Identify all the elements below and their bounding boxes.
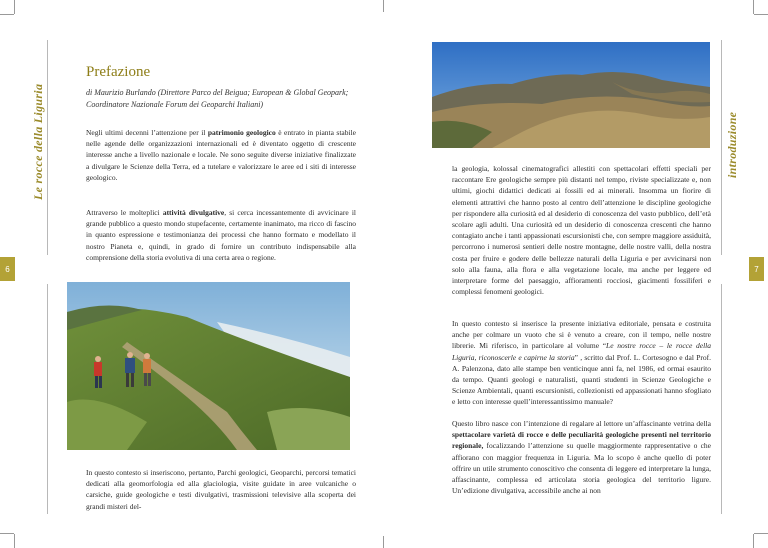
page-title: Prefazione [86,64,151,80]
page-number-left: 6 [0,257,15,281]
paragraph-4: la geologia, kolossal cinematografici allestiti con spettacolari effetti speciali per raccontare Ere geologiche sempre più distanti nel tempo, riviste specializzate e, non ultimi, giochi didattici dedicati ai fossili ed ai minerali. Insomma un fiorire di elementi attrattivi che hanno posto al centro dell’attenzione le discipline geologiche per rispondere alla curiosità ed al desiderio di conoscenza del vasto pubblico, dell’età scolare agli adulti. Una curiosità ed un desiderio di conoscenza crescenti che hanno contagiato anche i tanti appassionati escursionisti che, con sempre maggiore assiduità, percorrono i numerosi sentieri delle nostre montagne, delle nostre valli, della nostra costa per fruire e godere delle bellezze naturali della Liguria e per avvicinarsi non solo alla fauna, alla flora e alla vegetazione locale, ma anche per leggere ed interpretare forme del paesaggio, affioramenti rocciosi, giacimenti fossiliferi e complessi fenomeni geologici. [452,164,711,297]
crop-mark [753,534,754,548]
crop-mark [754,533,768,534]
author-line: di Maurizio Burlando (Direttore Parco del Beigua; European & Global Geopark; Coordinatore Nazionale Forum dei Geoparchi Italiani) [86,88,349,109]
crop-mark [754,14,768,15]
crop-mark [383,0,384,12]
page-number-right: 7 [749,257,764,281]
paragraph-2: Attraverso le molteplici attività divulgative, si cerca incessantemente di avvicinare il grande pubblico a questo mondo stupefacente, certamente inanimato, ma ricco di fascino in quanto espressione e testimonianza dei processi che hanno formato e modellato il nostro Pianeta e, quindi, in grado di fornire un contributo indispensabile alla comprensione della storia evolutiva di una certa area o regione. [86,208,356,262]
margin-rule-left [47,40,48,255]
paragraph-1: Negli ultimi decenni l’attenzione per il patrimonio geologico è entrato in pianta stabile nelle agende delle organizzazioni internazionali ed è diventato oggetto di crescente interesse anche a livello nazionale e locale. Ne sono seguite diverse iniziative finalizzate a divulgare le Scienze della Terra, ed a tutelare e valorizzare le aree ed i siti di interesse geologico. [86,128,357,182]
crop-mark [383,536,384,548]
hikers-photo-image [67,282,350,450]
mountain-photo [432,42,710,148]
paragraph-5: In questo contesto si inserisce la presente iniziativa editoriale, pensata e costruita anche per colmare un vuoto che si è venuto a creare, con il tempo, nelle nostre librerie. Mi riferisco, in particolare al volume “Le nostre rocce – le rocce della Liguria, riconoscerle e capirne la storia” , scritto dal Prof. L. Cortesogno e dal Prof. A. Palenzona, dato alle stampe ben venticinque anni fa, nel 1986, ed ormai esaurito da tempo. Quanti geologi e naturalisti, quanti studenti in Scienze Geologiche e Scienze Ambientali, quanti escursionisti, collezionisti ed appassionati hanno sfogliato e letto con interesse quell’interessantissimo manuale? [452,319,711,407]
margin-rule-left-lower [47,284,48,514]
crop-mark [14,534,15,548]
margin-rule-right-lower [721,284,722,514]
paragraph-3: In questo contesto si inseriscono, pertanto, Parchi geologici, Geoparchi, percorsi tematici dedicati alla geomorfologia ed alla glaciologia, visite guidate in aree vulcaniche o carsiche, guide geologiche e testi divulgativi, trasmissioni televisive alla scoperta dei grandi misteri del- [86,468,356,511]
crop-mark [753,0,754,14]
crop-mark [0,533,14,534]
running-title-left: Le rocce della Liguria [31,83,45,200]
hikers-photo [67,282,350,450]
crop-mark [14,0,15,14]
paragraph-6: Questo libro nasce con l’intenzione di regalare al lettore un’affascinante vetrina della spettacolare varietà di rocce e delle peculiarità geologiche presenti nel territorio regionale, focalizzando l’attenzione su quelle maggiormente rappresentative o che affiorano con maggior frequenza in Liguria. Ma lo scopo è anche quello di poter offrire un utile strumento conoscitivo che consenta di leggere ed interpretare la lunga, affascinante, complessa ed articolata storia geologica del territorio ligure. Un’edizione divulgativa, accessibile anche ai non [452,419,711,496]
crop-mark [0,14,14,15]
mountain-photo-image [432,42,710,148]
margin-rule-right [721,40,722,255]
running-title-right: introduzione [725,111,739,178]
